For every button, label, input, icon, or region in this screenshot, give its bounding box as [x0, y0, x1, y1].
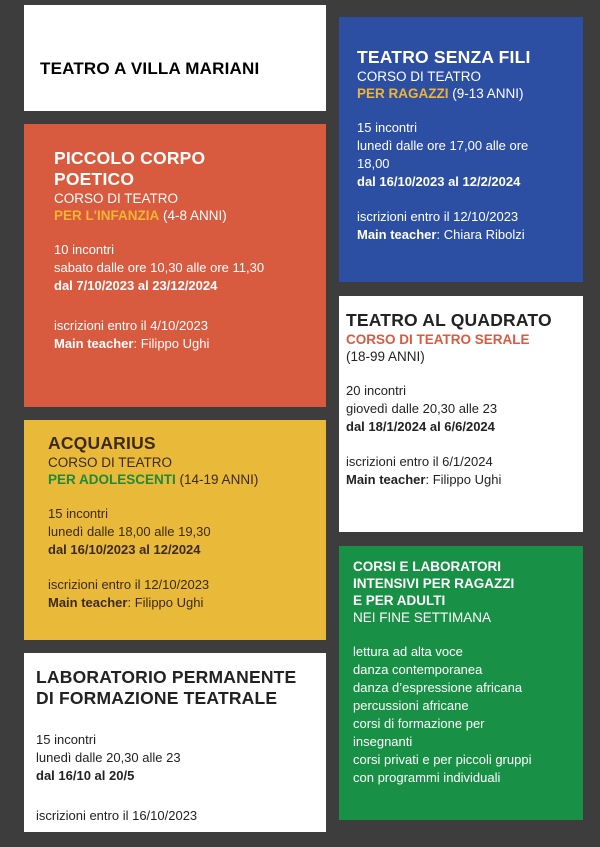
- spacer: [54, 224, 306, 241]
- course-enroll: iscrizioni entro il 12/10/2023: [48, 577, 210, 592]
- spacer: [36, 785, 316, 807]
- course-title: TEATRO AL QUADRATO: [346, 310, 552, 330]
- course-ages: (9-13 ANNI): [452, 86, 524, 101]
- course-teacher-line: [48, 594, 316, 612]
- spacer: [353, 626, 571, 643]
- course-teacher-line: [357, 226, 571, 244]
- course-count: 15 incontri: [357, 120, 417, 135]
- activity-item: corsi privati e per piccoli gruppi: [353, 752, 532, 767]
- spacer: [346, 365, 573, 382]
- activity-item: lettura ad alta voce: [353, 644, 463, 659]
- course-enroll: iscrizioni entro il 6/1/2024: [346, 454, 493, 469]
- teacher-name: : Filippo Ughi: [425, 472, 502, 487]
- course-enroll: iscrizioni entro il 4/10/2023: [54, 318, 208, 333]
- activity-item: percussioni africane: [353, 698, 469, 713]
- course-count: 20 incontri: [346, 383, 406, 398]
- spacer: [357, 102, 571, 119]
- course-dates: dal 16/10/2023 al 12/2/2024: [357, 174, 521, 189]
- teacher-name: : Filippo Ughi: [127, 595, 204, 610]
- spacer: [36, 709, 316, 731]
- course-count: 15 incontri: [48, 506, 108, 521]
- course-dates: dal 16/10/2023 al 12/2024: [48, 542, 201, 557]
- course-dates: dal 7/10/2023 al 23/12/2024: [54, 278, 218, 293]
- course-schedule: lunedì dalle 18,00 alle 19,30: [48, 524, 211, 539]
- course-title-line3: E PER ADULTI: [353, 593, 446, 608]
- course-card-teatro-al-quadrato: [339, 296, 583, 532]
- spacer: [48, 488, 316, 505]
- course-audience-line: [357, 85, 571, 102]
- course-title-line2: POETICO: [54, 169, 135, 189]
- activity-item: con programmi individuali: [353, 770, 501, 785]
- course-count: 10 incontri: [54, 242, 114, 257]
- course-ages: (14-19 ANNI): [179, 472, 259, 487]
- course-schedule-line1: lunedì dalle ore 17,00 alle ore: [357, 138, 529, 153]
- course-schedule-line2: 18,00: [357, 156, 390, 171]
- course-subtitle: CORSO DI TEATRO: [357, 69, 482, 84]
- course-schedule: giovedì dalle 20,30 alle 23: [346, 401, 498, 416]
- teacher-label: Main teacher: [54, 336, 134, 351]
- course-subtitle: CORSO DI TEATRO: [54, 191, 179, 206]
- course-teacher-line: [346, 471, 573, 489]
- title-card: [24, 5, 326, 111]
- course-subtitle: CORSO DI TEATRO: [48, 455, 173, 470]
- course-enroll: iscrizioni entro il 12/10/2023: [357, 209, 519, 224]
- spacer: [346, 436, 573, 453]
- course-subtitle: CORSO DI TEATRO SERALE: [346, 332, 530, 347]
- course-card-acquarius: [24, 420, 326, 640]
- course-teacher-line: [54, 335, 306, 353]
- teacher-label: Main teacher: [346, 472, 426, 487]
- course-dates: dal 18/1/2024 al 6/6/2024: [346, 419, 495, 434]
- activity-item: insegnanti: [353, 734, 413, 749]
- course-audience: PER ADOLESCENTI: [48, 472, 176, 487]
- spacer: [357, 191, 571, 208]
- course-audience-line: [54, 207, 306, 224]
- course-enroll: iscrizioni entro il 16/10/2023: [36, 808, 198, 823]
- activity-item: danza d’espressione africana: [353, 680, 523, 695]
- spacer: [54, 295, 306, 317]
- course-ages: (4-8 ANNI): [162, 208, 227, 223]
- course-subtitle: NEI FINE SETTIMANA: [353, 610, 492, 625]
- course-count: 15 incontri: [36, 732, 96, 747]
- activity-item: corsi di formazione per: [353, 716, 485, 731]
- course-title-line1: CORSI E LABORATORI: [353, 559, 502, 574]
- course-audience: PER RAGAZZI: [357, 86, 449, 101]
- activity-item: danza contemporanea: [353, 662, 483, 677]
- teacher-label: Main teacher: [357, 227, 437, 242]
- course-dates: dal 16/10 al 20/5: [36, 768, 135, 783]
- course-card-teatro-senza-fili: [339, 17, 583, 282]
- teacher-name: : Chiara Ribolzi: [436, 227, 525, 242]
- course-title: ACQUARIUS: [48, 433, 156, 453]
- course-ages: (18-99 ANNI): [346, 349, 425, 364]
- course-card-corsi-e-laboratori: [339, 546, 583, 820]
- course-card-piccolo-corpo-poetico: [24, 124, 326, 407]
- course-title-line2: INTENSIVI PER RAGAZZI: [353, 576, 515, 591]
- teacher-name: : Filippo Ughi: [133, 336, 210, 351]
- course-schedule: sabato dalle ore 10,30 alle ore 11,30: [54, 260, 265, 275]
- page-title: TEATRO A VILLA MARIANI: [40, 59, 260, 78]
- course-title-line1: LABORATORIO PERMANENTE: [36, 667, 297, 687]
- course-schedule: lunedì dalle 20,30 alle 23: [36, 750, 181, 765]
- course-audience-line: [48, 471, 316, 488]
- course-audience: PER L'INFANZIA: [54, 208, 160, 223]
- course-title: TEATRO SENZA FILI: [357, 47, 531, 67]
- course-title-line1: PICCOLO CORPO: [54, 148, 206, 168]
- course-card-laboratorio-permanente: [24, 653, 326, 832]
- spacer: [48, 559, 316, 576]
- course-title-line2: DI FORMAZIONE TEATRALE: [36, 688, 278, 708]
- teacher-label: Main teacher: [48, 595, 128, 610]
